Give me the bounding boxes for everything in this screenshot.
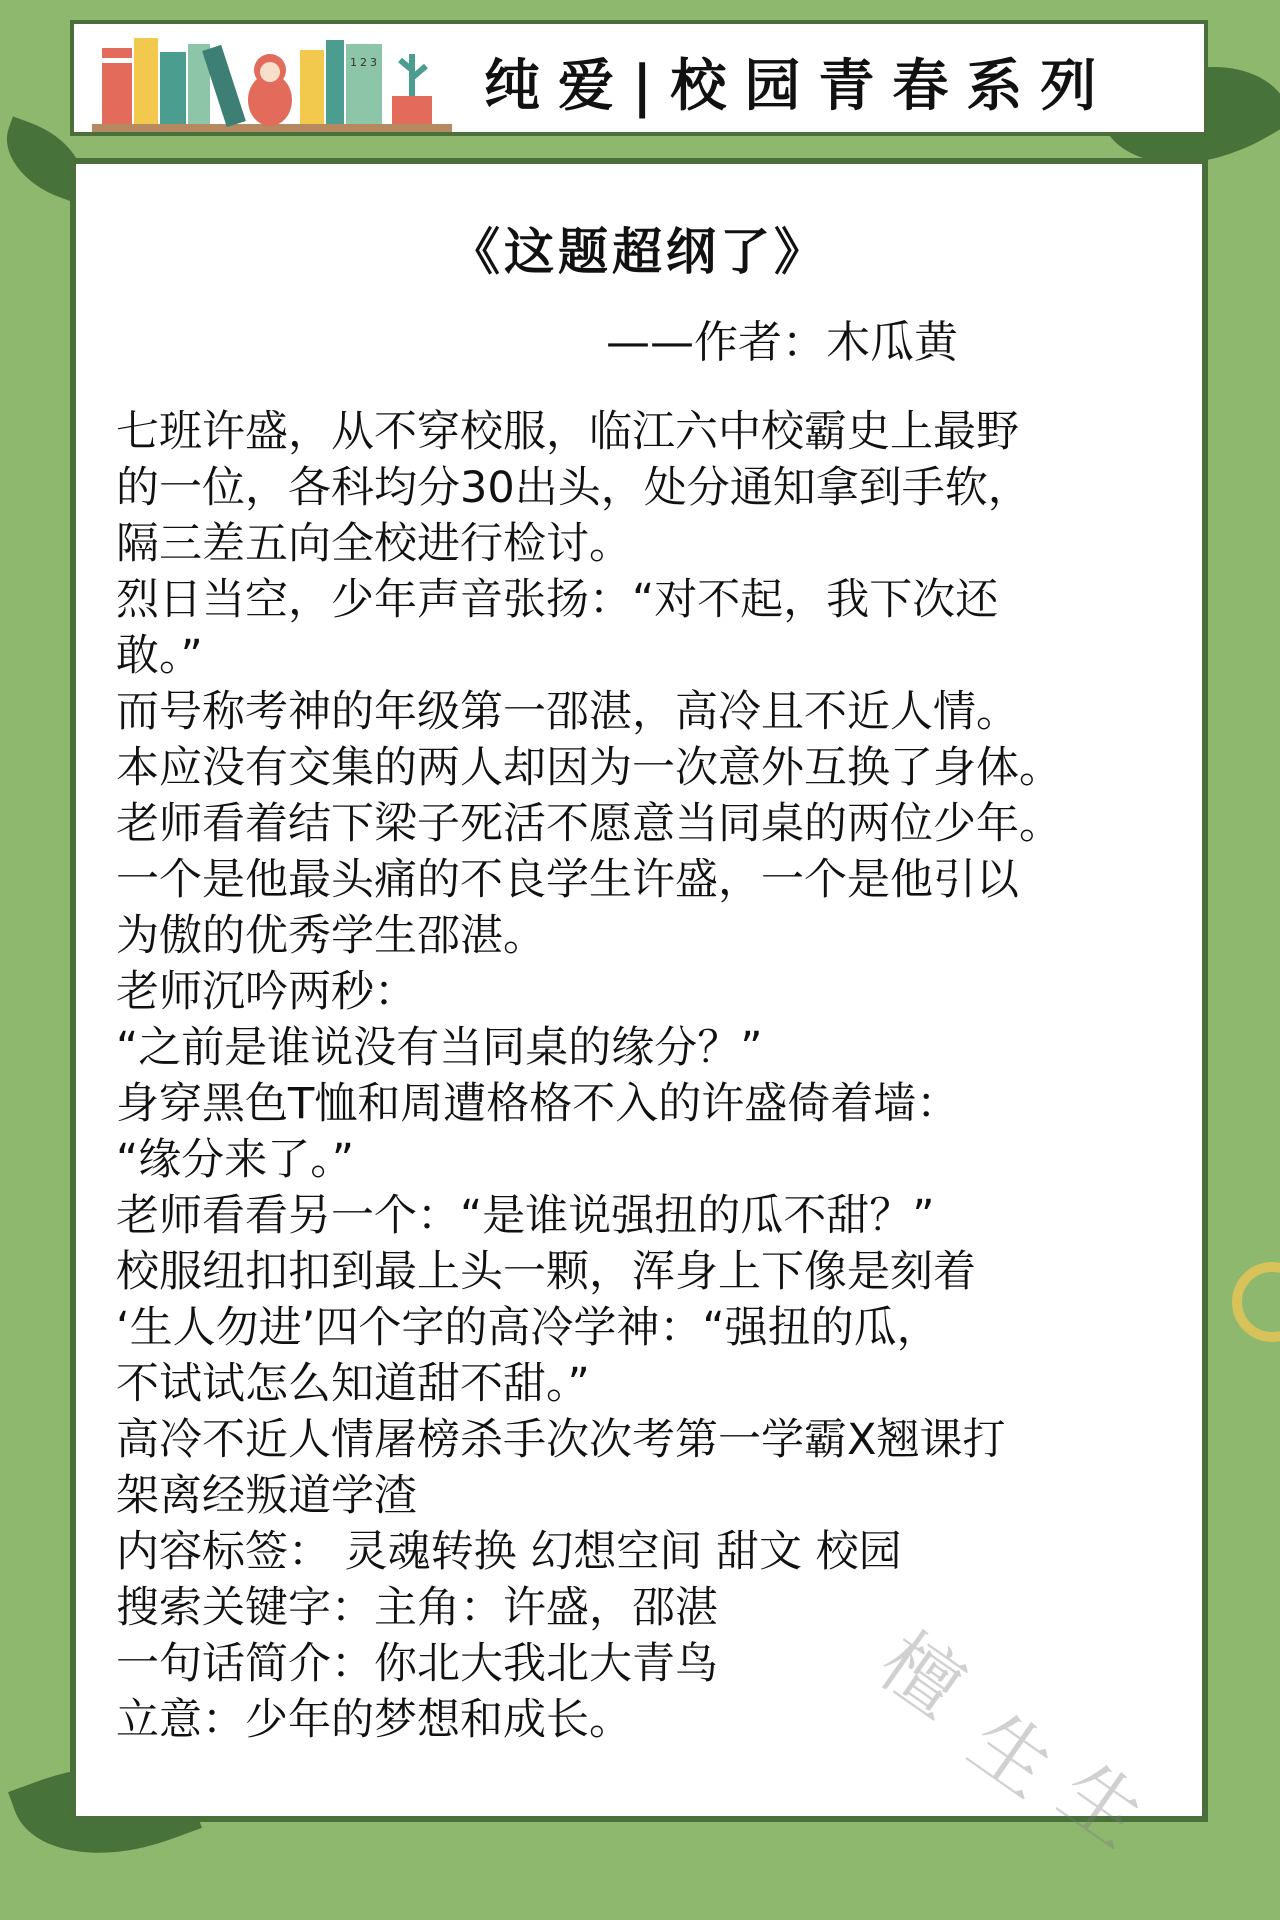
keywords-line: 搜索关键字：主角：许盛，邵湛 (116, 1583, 718, 1633)
synopsis-line: 一个是他最头痛的不良学生许盛，一个是他引以 (116, 855, 1019, 905)
book-title: 《这题超纲了》 (450, 222, 828, 281)
synopsis-line: 架离经叛道学渣 (116, 1471, 417, 1521)
book-yellow-2 (300, 50, 324, 124)
watermark-char: 生 (1043, 1746, 1159, 1865)
book-digit: 1 (350, 56, 357, 69)
synopsis-line: 七班许盛，从不穿校服，临江六中校霸史上最野 (116, 407, 1019, 457)
synopsis-line: 校服纽扣扣到最上头一颗，浑身上下像是刻着 (116, 1247, 976, 1297)
book-digit: 3 (370, 56, 377, 69)
synopsis-line: “缘分来了。” (116, 1135, 355, 1185)
synopsis-line: 为傲的优秀学生邵湛。 (116, 911, 546, 961)
synopsis-line: 老师沉吟两秒： (116, 967, 417, 1017)
synopsis-line: 老师看着结下梁子死活不愿意当同桌的两位少年。 (116, 799, 1062, 849)
one-line-summary: 一句话简介：你北大我北大青鸟 (116, 1639, 718, 1689)
bookshelf-illustration (92, 30, 452, 134)
synopsis-line: 高冷不近人情屠榜杀手次次考第一学霸X翘课打 (116, 1415, 1006, 1465)
synopsis-line: 老师看看另一个：“是谁说强扭的瓜不甜？” (116, 1191, 935, 1241)
watermark-char: 檀 (863, 1616, 979, 1735)
series-title: 纯爱|校园青春系列 (484, 53, 1115, 119)
synopsis-line: 敢。” (116, 631, 203, 681)
synopsis-line: 不试试怎么知道甜不甜。” (116, 1359, 590, 1409)
synopsis (116, 404, 1176, 1748)
book-teal-2 (326, 40, 344, 124)
synopsis-line: 而号称考神的年级第一邵湛，高冷且不近人情。 (116, 687, 1019, 737)
synopsis-line: 烈日当空，少年声音张扬：“对不起，我下次还 (116, 575, 999, 625)
synopsis-line: 隔三差五向全校进行检讨。 (116, 519, 632, 569)
plant-pot (392, 96, 432, 124)
synopsis-line: ‘生人勿进’四个字的高冷学神：“强扭的瓜， (116, 1303, 940, 1353)
watermark-char: 生 (953, 1696, 1069, 1815)
synopsis-line: 身穿黑色T恤和周遭格格不入的许盛倚着墙： (116, 1079, 960, 1129)
header-banner (70, 20, 1208, 136)
theme-line: 立意：少年的梦想和成长。 (116, 1695, 632, 1745)
book-teal (160, 52, 186, 124)
book-digit: 2 (360, 56, 367, 69)
ring-decoration (1232, 1262, 1280, 1342)
content-panel (70, 158, 1208, 1865)
book-author: ——作者：木瓜黄 (606, 317, 958, 368)
cactus-icon (400, 54, 426, 96)
book-yellow (134, 38, 158, 124)
synopsis-line: “之前是谁说没有当同桌的缘分？” (116, 1023, 763, 1073)
tags-line: 内容标签： 灵魂转换 幻想空间 甜文 校园 (116, 1527, 902, 1577)
synopsis-line: 的一位，各科均分30出头，处分通知拿到手软， (116, 463, 1031, 513)
synopsis-line: 本应没有交集的两人却因为一次意外互换了身体。 (116, 743, 1062, 793)
